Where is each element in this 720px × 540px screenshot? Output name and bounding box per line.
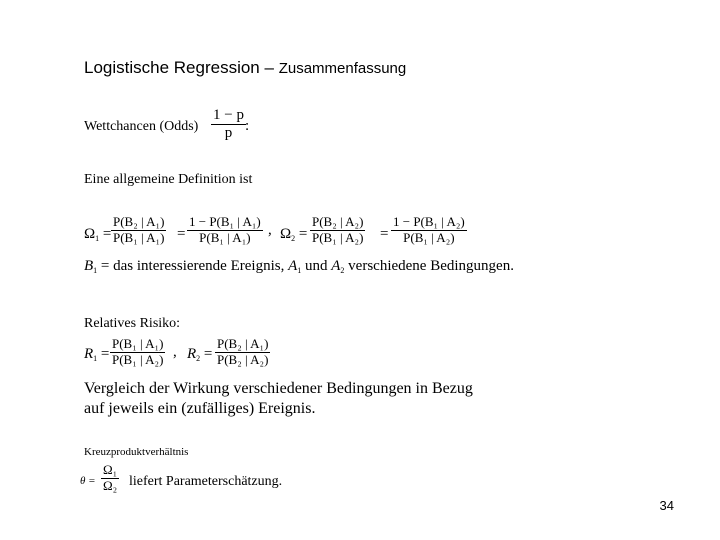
separator-comma: , xyxy=(173,344,177,360)
odds-label: Wettchancen (Odds) xyxy=(84,119,199,134)
crossprod-denominator: Ω₂ xyxy=(103,477,118,493)
r2-denominator: P(B₂ | A₂) xyxy=(217,351,269,367)
relrisk-text-line2: auf jeweils ein (zufälliges) Ereignis. xyxy=(84,400,316,417)
r1-denominator: P(B₁ | A₂) xyxy=(112,351,164,367)
crossprod-label: Kreuzproduktverhältnis xyxy=(84,446,189,458)
omega1-b-numerator: 1 − P(B₁ | A₁) xyxy=(189,214,261,229)
r2-symbol: $R_2$ = xyxy=(187,346,213,363)
relrisk-label: Relatives Risiko: xyxy=(84,316,181,331)
omega2-b-denominator: P(B₁ | A₂) xyxy=(403,229,455,245)
explain-and: und xyxy=(305,258,328,274)
r2-fraction xyxy=(215,337,270,368)
omega1-fraction-b xyxy=(187,215,263,246)
relrisk-text-line1: Vergleich der Wirkung verschiedener Bedingungen in Bezug xyxy=(84,380,473,397)
odds-colon: : xyxy=(245,118,250,134)
omega1-a-numerator: P(B₂ | A₁) xyxy=(113,214,165,229)
crossprod-fraction xyxy=(101,463,119,494)
r1-symbol: $R_1$ = xyxy=(84,346,110,363)
omega2-fraction-b xyxy=(391,215,467,246)
r2-numerator: P(B₂ | A₁) xyxy=(217,336,269,351)
odds-fraction xyxy=(211,107,246,143)
title-main: Logistische Regression – xyxy=(84,58,274,77)
slide-title xyxy=(84,58,406,78)
r1-numerator: P(B₁ | A₁) xyxy=(112,336,164,351)
odds-denominator: p xyxy=(224,125,233,142)
omega-1-symbol: $\Omega_1$ = xyxy=(84,226,112,243)
omega2-b-numerator: 1 − P(B₁ | A₂) xyxy=(393,214,465,229)
omega-2-symbol: $\Omega_2$ = xyxy=(280,226,308,243)
crossprod-numerator: Ω₁ xyxy=(103,462,118,477)
omega2-a-denominator: P(B₁ | A₂) xyxy=(312,229,364,245)
title-sub: Zusammenfassung xyxy=(278,60,407,77)
r1-fraction xyxy=(110,337,165,368)
definition-explanation: $B_1$ = das interessierende Ereignis, $A_1$ und $A_2$ verschiedene Bedingungen. xyxy=(84,258,514,275)
equals-sign: = xyxy=(177,226,186,242)
omega2-a-numerator: P(B₂ | A₂) xyxy=(312,214,364,229)
theta-symbol: θ = xyxy=(80,475,96,487)
odds-numerator: 1 − p xyxy=(211,107,246,125)
separator-comma: , xyxy=(268,222,272,238)
crossprod-text: liefert Parameterschätzung. xyxy=(129,474,283,489)
equals-sign: = xyxy=(380,226,389,242)
omega2-fraction-a xyxy=(310,215,365,246)
omega1-a-denominator: P(B₁ | A₁) xyxy=(113,229,165,245)
explain-conditions: verschiedene Bedingungen. xyxy=(348,258,514,274)
omega1-b-denominator: P(B₁ | A₁) xyxy=(199,229,251,245)
omega1-fraction-a xyxy=(111,215,166,246)
explain-event: = das interessierende Ereignis, xyxy=(100,258,285,274)
page-number: 34 xyxy=(659,498,674,513)
definition-intro: Eine allgemeine Definition ist xyxy=(84,172,253,187)
